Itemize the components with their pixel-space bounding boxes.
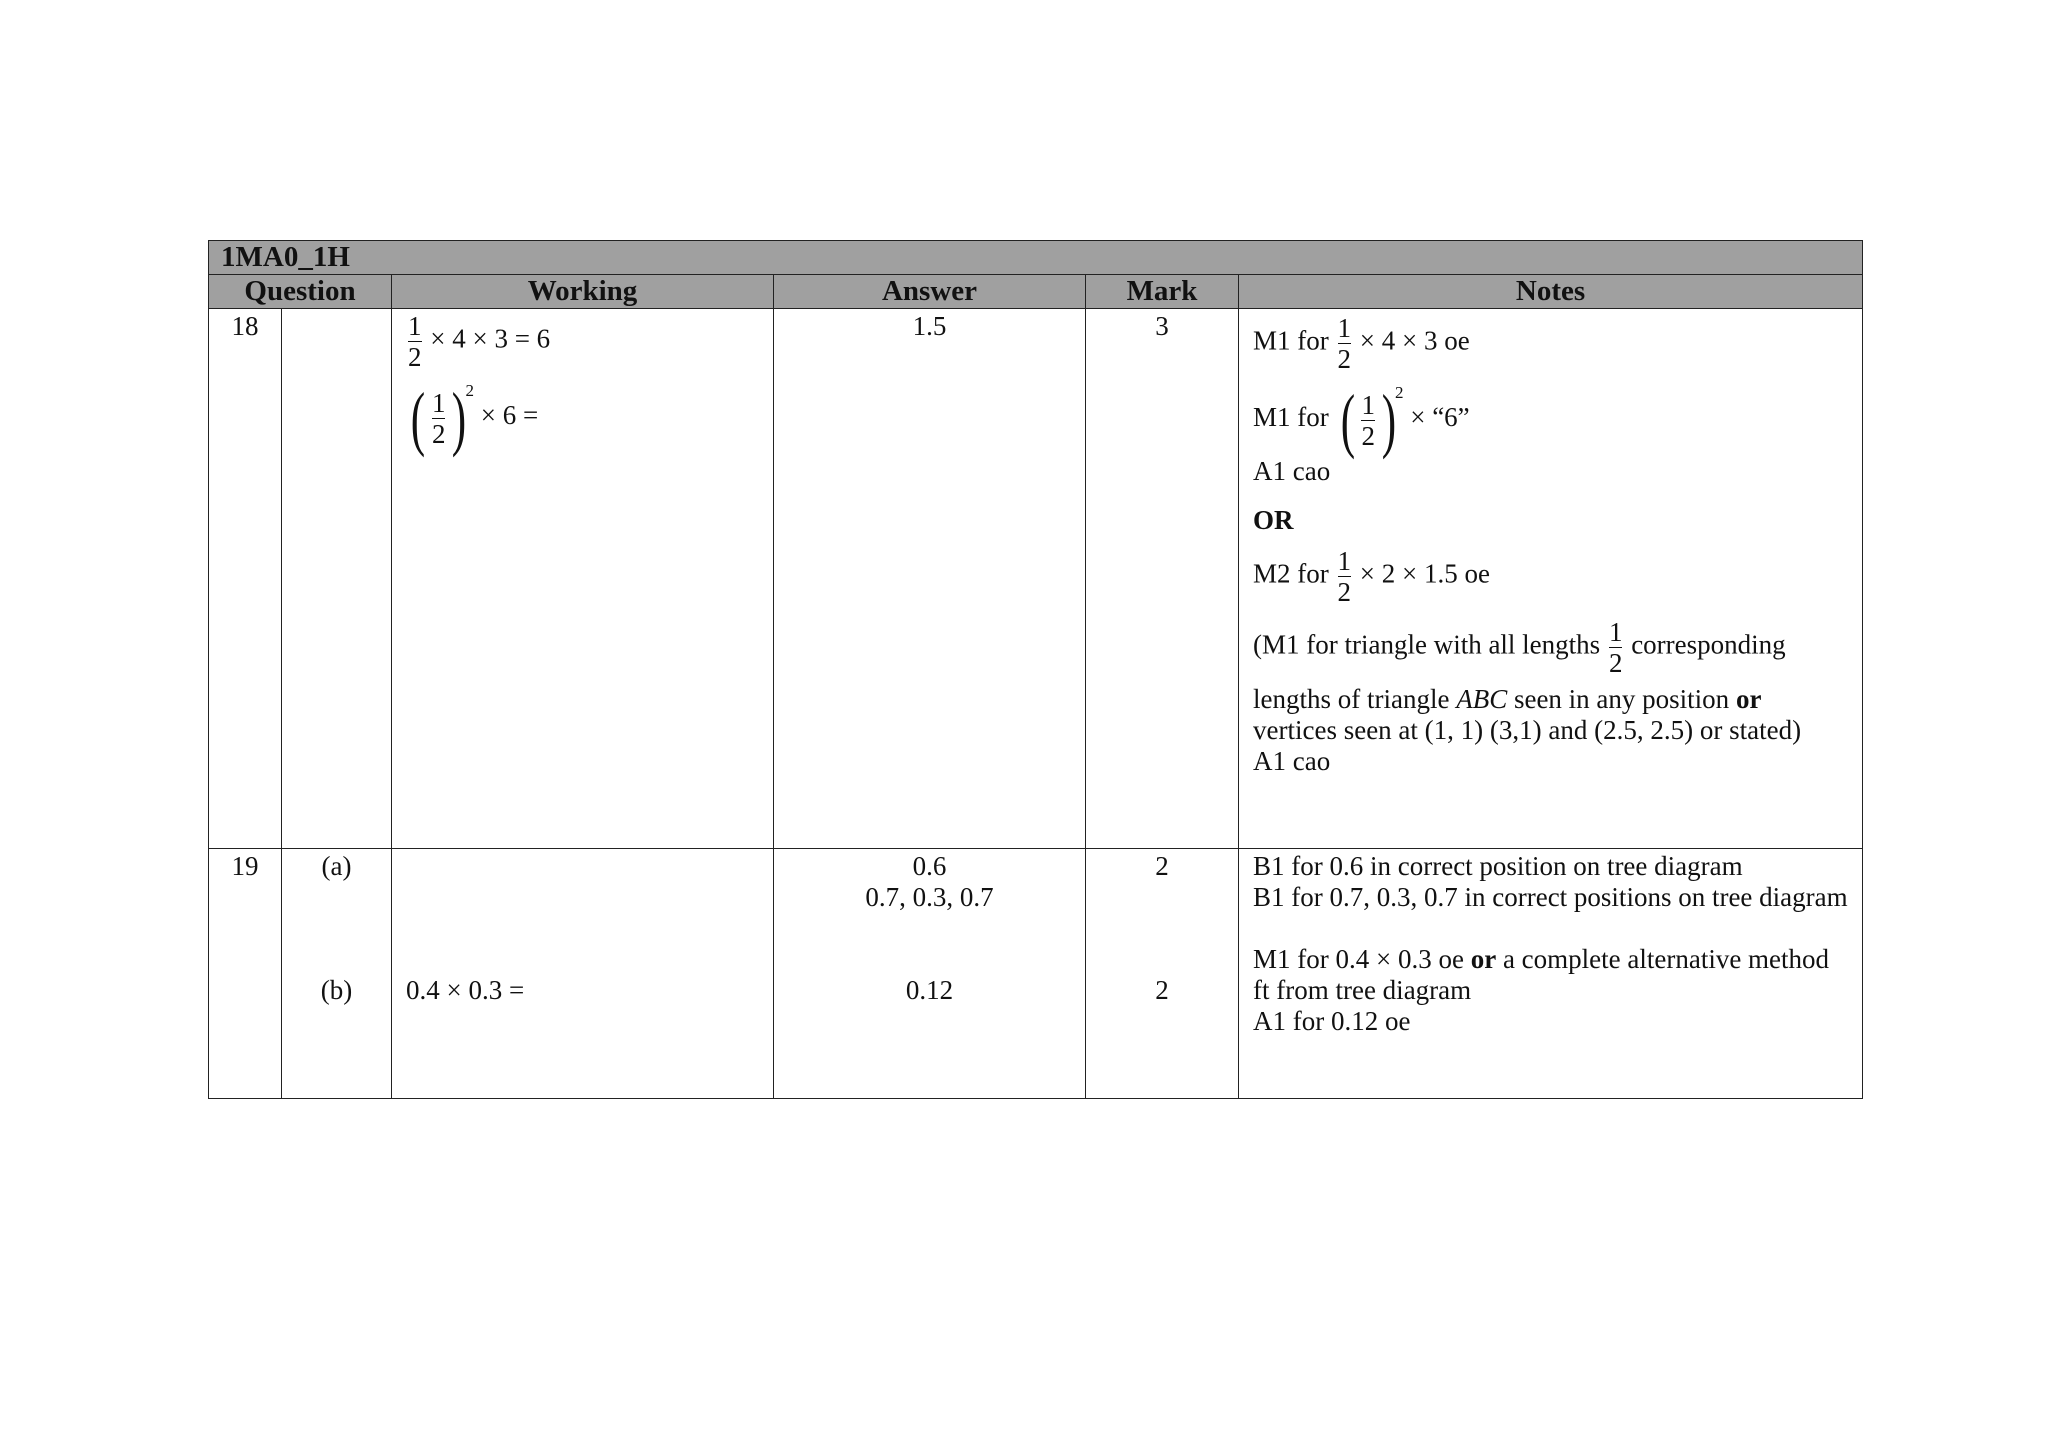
part-a-mark: 2	[1155, 851, 1169, 881]
fraction-half: $\frac{1}{2}$	[431, 387, 446, 449]
header-row	[209, 275, 1863, 309]
note-a1-final: A1 cao	[1253, 746, 1331, 776]
part-b-label: (b)	[320, 975, 353, 1005]
note-triangle-lengths: lengths of triangle ABC seen in any position or	[1253, 684, 1762, 714]
mark-cell: 3	[1086, 309, 1239, 849]
paper-code-row	[209, 241, 1863, 275]
answer-cell	[774, 849, 1086, 1099]
question-19-row	[209, 849, 1863, 1099]
note-vertices: vertices seen at (1, 1) (3,1) and (2.5, 2.5) or stated)	[1253, 715, 1802, 745]
fraction-half: $\frac{1}{2}$	[408, 311, 422, 372]
part-b-note-1: M1 for 0.4 × 0.3 oe or a complete alternative method ft from tree diagram	[1253, 944, 1830, 1005]
question-18-row	[209, 309, 1863, 849]
header-working: Working	[392, 275, 774, 309]
note-m1-b: M1 for ( $\frac{1}{2}$ )2 × “6”	[1253, 380, 1470, 460]
mark-cell	[1086, 849, 1239, 1099]
notes-cell	[1239, 849, 1863, 1099]
working-line-2: ( $\frac{1}{2}$ )2 × 6 =	[410, 378, 539, 458]
working-line-2-text: × 6 =	[480, 400, 539, 431]
part-b-answer: 0.12	[905, 975, 954, 1005]
answer-cell: 1.5	[774, 309, 1086, 849]
header-question: Question	[209, 275, 392, 309]
working-cell	[392, 309, 774, 849]
part-a-note-2: B1 for 0.7, 0.3, 0.7 in correct positions on tree diagram	[1253, 882, 1848, 912]
header-mark: Mark	[1086, 275, 1239, 309]
note-m2: M2 for $\frac{1}{2}$ × 2 × 1.5 oe	[1253, 546, 1490, 607]
part-a-working	[406, 851, 759, 882]
part-b-working: 0.4 × 0.3 =	[406, 975, 525, 1005]
part-b-note-2: A1 for 0.12 oe	[1253, 1006, 1411, 1036]
note-a1: A1 cao	[1253, 456, 1331, 486]
question-number: 18	[209, 309, 282, 849]
mark-scheme-table	[208, 240, 1863, 1099]
note-m1-a: M1 for $\frac{1}{2}$ × 4 × 3 oe	[1253, 313, 1470, 374]
working-line-1-text: × 4 × 3 = 6	[430, 323, 551, 354]
part-b-mark: 2	[1155, 975, 1169, 1005]
working-line-1	[406, 311, 759, 372]
paper-code: 1MA0_1H	[209, 241, 1863, 275]
question-parts	[282, 849, 392, 1099]
question-number: 19	[209, 849, 282, 1099]
header-notes: Notes	[1239, 275, 1863, 309]
part-a-label: (a)	[321, 851, 352, 881]
working-cell	[392, 849, 774, 1099]
part-a-note-1: B1 for 0.6 in correct position on tree diagram	[1253, 851, 1743, 881]
question-part	[282, 309, 392, 849]
part-a-answer-1: 0.6	[912, 851, 947, 881]
notes-cell	[1239, 309, 1863, 849]
note-or: OR	[1253, 505, 1294, 535]
note-m1-triangle: (M1 for triangle with all lengths $\frac{1}{2}$ corresponding	[1253, 617, 1786, 678]
part-a-answer-2: 0.7, 0.3, 0.7	[865, 882, 994, 912]
header-answer: Answer	[774, 275, 1086, 309]
